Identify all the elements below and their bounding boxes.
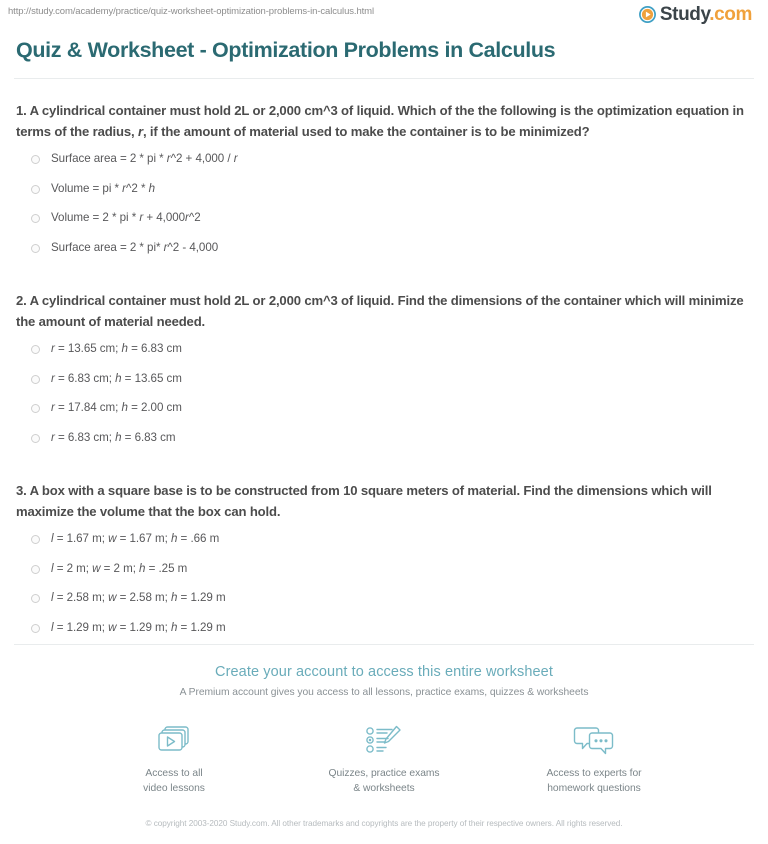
worksheet-page — [0, 26, 768, 648]
radio-button[interactable] — [31, 185, 40, 194]
answer-options — [14, 530, 754, 648]
logo-tld: .com — [709, 4, 752, 25]
question-text: 3. A box with a square base is to be constructed from 10 square meters of material. Find the dimensions which will maximize the volume that the box can hold. — [16, 483, 712, 519]
answer-option-label: l = 2.58 m; w = 2.58 m; h = 1.29 m — [51, 591, 226, 604]
question-block — [14, 290, 754, 458]
feature-label — [318, 767, 450, 796]
feature-quizzes — [318, 720, 450, 796]
answer-option[interactable] — [31, 560, 754, 590]
logo-wordmark — [660, 5, 752, 24]
play-circle-icon — [639, 6, 656, 23]
feature-label-line1: Access to all — [145, 768, 203, 779]
title-divider — [14, 78, 754, 79]
answer-option[interactable] — [31, 150, 754, 180]
radio-button[interactable] — [31, 214, 40, 223]
answer-option[interactable] — [31, 180, 754, 210]
browser-header — [0, 0, 768, 26]
radio-button[interactable] — [31, 345, 40, 354]
answer-options — [14, 150, 754, 268]
feature-label-line2: video lessons — [143, 782, 205, 794]
feature-label — [108, 767, 240, 796]
feature-label-line2: & worksheets — [353, 782, 415, 794]
answer-option[interactable] — [31, 429, 754, 459]
answer-option[interactable] — [31, 209, 754, 239]
feature-label-line1: Access to experts for — [546, 768, 642, 779]
feature-experts — [528, 720, 660, 796]
radio-button[interactable] — [31, 565, 40, 574]
chat-bubbles-icon — [528, 720, 660, 762]
feature-list — [14, 720, 754, 796]
cta-section — [14, 645, 754, 701]
answer-option-label: l = 2 m; w = 2 m; h = .25 m — [51, 561, 188, 575]
page-title: Quiz & Worksheet - Optimization Problems in Calculus — [16, 38, 556, 62]
answer-option-label: l = 1.29 m; w = 1.29 m; h = 1.29 m — [51, 620, 226, 634]
cta-subtitle: A Premium account gives you access to all lessons, practice exams, quizzes & worksheets — [179, 687, 589, 698]
question-block — [14, 100, 754, 268]
radio-button[interactable] — [31, 535, 40, 544]
answer-option[interactable] — [31, 370, 754, 400]
radio-button[interactable] — [31, 404, 40, 413]
premium-footer — [0, 644, 768, 844]
quiz-pencil-icon — [318, 720, 450, 762]
answer-option-label: Volume = 2 * pi * r + 4,000r^2 — [51, 211, 201, 224]
question-block — [14, 480, 754, 648]
radio-button[interactable] — [31, 244, 40, 253]
answer-option[interactable] — [31, 239, 754, 269]
answer-option-label: r = 17.84 cm; h = 2.00 cm — [51, 401, 182, 414]
answer-option-label: Volume = pi * r^2 * h — [51, 181, 155, 195]
page-url: http://study.com/academy/practice/quiz-worksheet-optimization-problems-in-calculus.html — [8, 6, 374, 17]
answer-option[interactable] — [31, 340, 754, 370]
video-lessons-icon — [108, 720, 240, 762]
logo-word: Study — [659, 4, 710, 25]
answer-option-label: r = 6.83 cm; h = 6.83 cm — [51, 430, 176, 444]
answer-option-label: r = 6.83 cm; h = 13.65 cm — [51, 371, 182, 385]
radio-button[interactable] — [31, 624, 40, 633]
cta-title[interactable]: Create your account to access this entire worksheet — [215, 664, 553, 680]
answer-option-label: Surface area = 2 * pi * r^2 + 4,000 / r — [51, 152, 238, 165]
questions-list — [14, 100, 754, 648]
feature-video-lessons — [108, 720, 240, 796]
question-text: 1. A cylindrical container must hold 2L or 2,000 cm^3 of liquid. Which of the the following is the optimization equation in terms of the radius, r, if the amount of material used to make the container is to be minimized? — [16, 103, 744, 139]
answer-option-label: l = 1.67 m; w = 1.67 m; h = .66 m — [51, 532, 220, 545]
radio-button[interactable] — [31, 594, 40, 603]
answer-option-label: Surface area = 2 * pi* r^2 - 4,000 — [51, 240, 219, 254]
radio-button[interactable] — [31, 434, 40, 443]
question-text: 2. A cylindrical container must hold 2L or 2,000 cm^3 of liquid. Find the dimensions of the container which will minimize the amount of material needed. — [16, 293, 744, 329]
study-com-logo[interactable] — [639, 5, 752, 24]
feature-label-line2: homework questions — [547, 782, 641, 794]
copyright-notice: © copyright 2003-2020 Study.com. All other trademarks and copyrights are the property of their respective owners. All rights reserved. — [145, 819, 623, 828]
answer-option[interactable] — [31, 399, 754, 429]
radio-button[interactable] — [31, 155, 40, 164]
answer-option[interactable] — [31, 530, 754, 560]
answer-option-label: r = 13.65 cm; h = 6.83 cm — [51, 342, 182, 355]
answer-option[interactable] — [31, 589, 754, 619]
answer-options — [14, 340, 754, 458]
feature-label-line1: Quizzes, practice exams — [328, 768, 440, 779]
feature-label — [528, 767, 660, 796]
radio-button[interactable] — [31, 375, 40, 384]
